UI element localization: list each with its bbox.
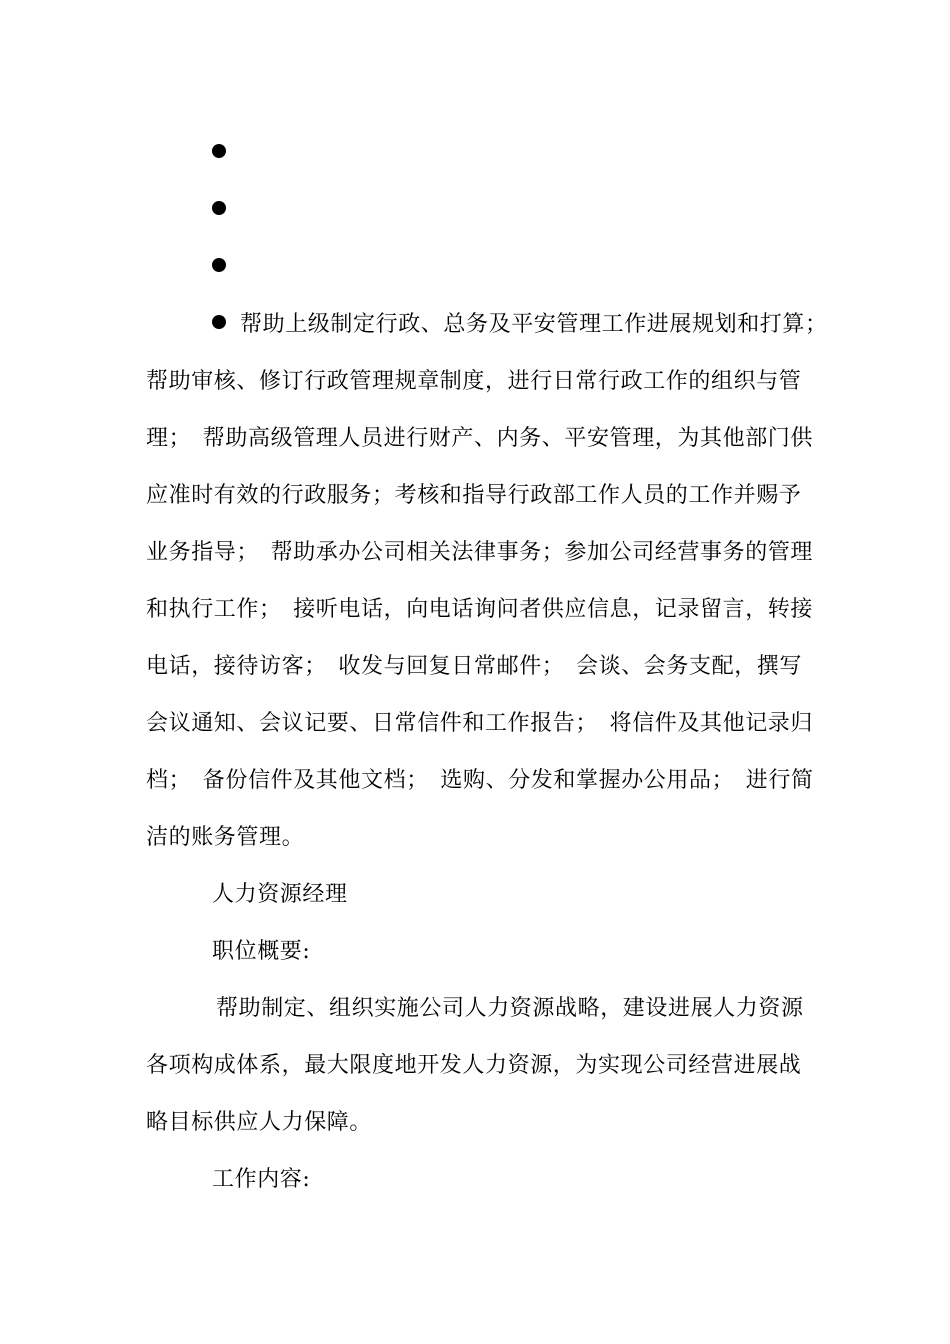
paragraph-line: 应准时有效的行政服务；考核和指导行政部工作人员的工作并赐予 [146, 483, 802, 508]
summary-line: 略目标供应人力保障。 [146, 1110, 373, 1135]
summary-line: 帮助制定、组织实施公司人力资源战略，建设进展人力资源 [216, 996, 804, 1021]
content-label: 工作内容: [212, 1167, 311, 1192]
paragraph-line: 业务指导； 帮助承办公司相关法律事务；参加公司经营事务的管理 [146, 540, 814, 565]
paragraph-line: 帮助审核、修订行政管理规章制度，进行日常行政工作的组织与管 [146, 369, 802, 394]
paragraph-line: 档； 备份信件及其他文档； 选购、分发和掌握办公用品； 进行简 [146, 768, 814, 793]
paragraph-line: 理； 帮助高级管理人员进行财产、内务、平安管理，为其他部门供 [146, 426, 814, 451]
bullet-icon [212, 144, 226, 158]
bullet-icon [212, 258, 226, 272]
bullet-icon [212, 201, 226, 215]
summary-line: 各项构成体系，最大限度地开发人力资源，为实现公司经营进展战 [146, 1053, 802, 1078]
paragraph-line: 和执行工作； 接听电话，向电话询问者供应信息，记录留言，转接 [146, 597, 814, 622]
section-title: 人力资源经理 [212, 882, 348, 907]
paragraph-line: 洁的账务管理。 [146, 825, 305, 850]
paragraph-line: 帮助上级制定行政、总务及平安管理工作进展规划和打算； [212, 310, 828, 340]
paragraph-line: 电话，接待访客； 收发与回复日常邮件； 会谈、会务支配，撰写 [146, 654, 803, 679]
summary-label: 职位概要: [212, 939, 311, 964]
bullet-icon [212, 315, 226, 329]
paragraph-line: 会议通知、会议记要、日常信件和工作报告； 将信件及其他记录归 [146, 711, 814, 736]
